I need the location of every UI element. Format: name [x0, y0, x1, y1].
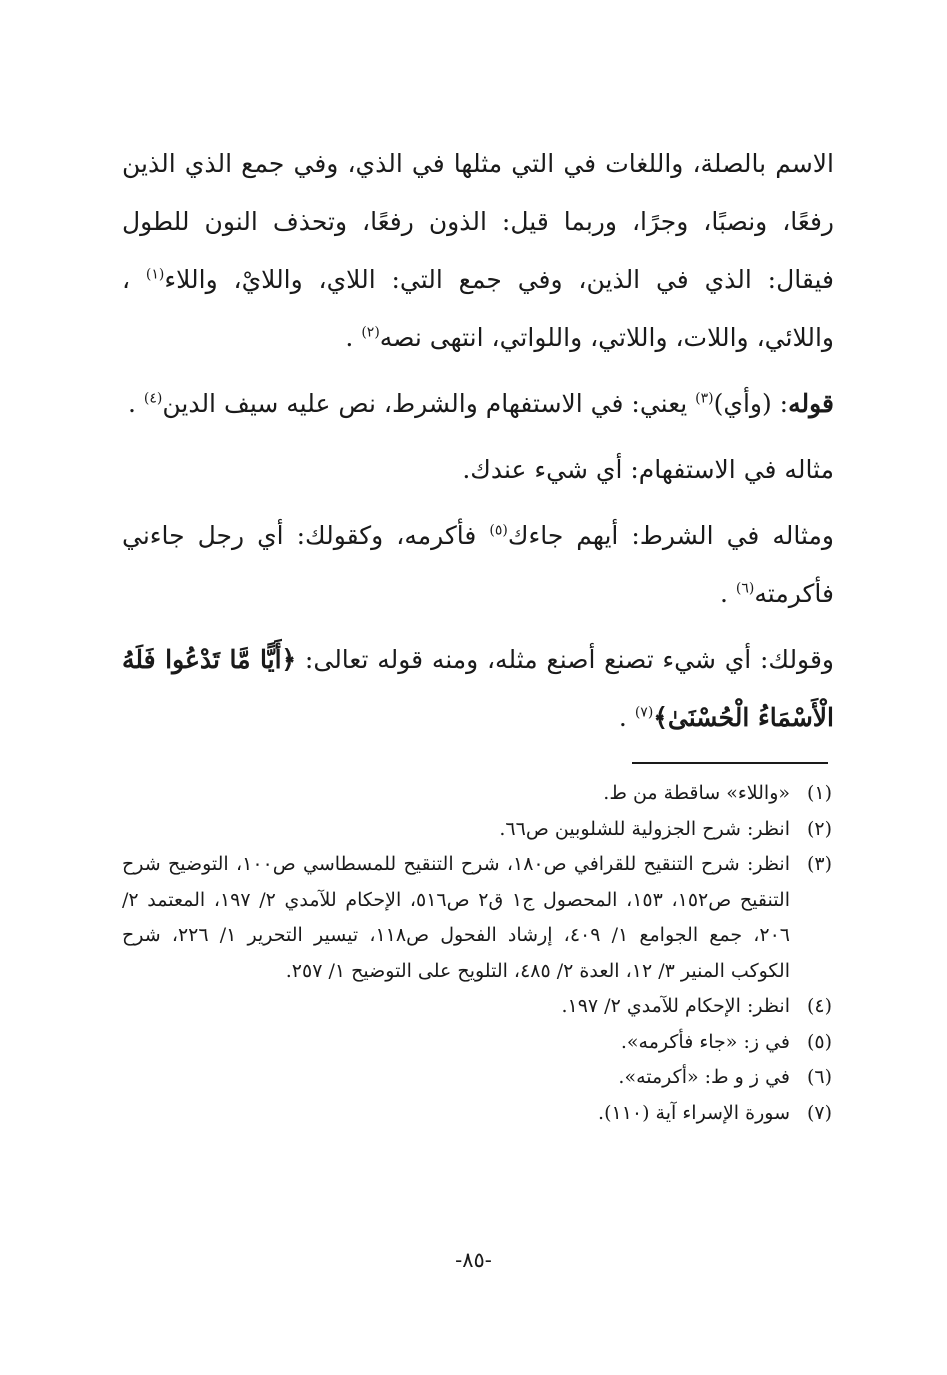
- footnote-ref-3[interactable]: (٣): [695, 390, 714, 407]
- main-text: [122, 135, 834, 755]
- footnote-number: (٦): [806, 1066, 832, 1088]
- footnote-1: [122, 776, 832, 812]
- footnote-2: [122, 812, 832, 848]
- paragraph-2: قوله: (وأي)$^{(٣)}$ يعني: في الاستفهام والشرط، نص عليه سيف الدين$^{(٤)}$ .: [127, 389, 834, 418]
- paragraph-3: مثاله في الاستفهام: أي شيء عندك.: [462, 455, 834, 484]
- footnote-number: (٢): [806, 817, 832, 840]
- footnote-text: انظر: الإحكام للآمدي ٢/ ١٩٧.: [561, 995, 790, 1017]
- footnote-text: في ز و ط: «أكرمته».: [618, 1066, 790, 1088]
- footnote-number: (١): [806, 782, 832, 804]
- footnote-text: «واللاء» ساقطة من ط.: [603, 782, 790, 804]
- page-number: -٨٥-: [455, 1248, 492, 1272]
- footnote-number: (٧): [806, 1101, 832, 1124]
- footnote-4: [122, 989, 832, 1025]
- footnote-ref-7[interactable]: (٧): [634, 704, 654, 721]
- footnote-ref-2[interactable]: (٢): [361, 324, 380, 341]
- footnote-ref-4[interactable]: (٤): [143, 390, 163, 407]
- qawluhu-lead: قوله: [788, 389, 834, 418]
- footnote-text: في ز: «جاء فأكرمه».: [620, 1030, 790, 1053]
- quran-verse: ﴿أَيًّا مَّا تَدْعُوا فَلَهُ الْأَسْمَاءُ الْحُسْنَىٰ﴾: [122, 645, 834, 732]
- footnote-6: [122, 1060, 832, 1096]
- footnote-number: (٥): [806, 1030, 832, 1053]
- footnote-text: انظر: شرح الجزولية للشلوبين ص٦٦.: [499, 817, 790, 840]
- footnote-7: [122, 1096, 832, 1132]
- footnote-number: (٤): [806, 995, 832, 1017]
- paragraph-5: وقولك: أي شيء تصنع أصنع مثله، ومنه قوله تعالى: ﴿أَيًّا مَّا تَدْعُوا فَلَهُ الْأَسْمَاءُ الْحُسْنَىٰ﴾$^{(٧)}$ .: [122, 645, 834, 732]
- footnote-ref-5[interactable]: (٥): [489, 522, 508, 539]
- footnote-number: (٣): [806, 853, 832, 875]
- footnote-separator: [632, 762, 828, 764]
- footnote-ref-6[interactable]: (٦): [735, 580, 755, 597]
- paragraph-4: ومثاله في الشرط: أيهم جاءك$^{(٥)}$ فأكرمه، وكقولك: أي رجل جاءني فأكرمته$^{(٦)}$ .: [122, 521, 835, 608]
- footnote-ref-1[interactable]: (١): [145, 266, 165, 283]
- footnote-5: [122, 1025, 832, 1061]
- paragraph-1: الاسم بالصلة، واللغات في التي مثلها في الذي، وفي جمع الذي الذين رفعًا، ونصبًا، وجرًا، وربما قيل: الذون رفعًا، وتحذف النون للطول فيقال: الذي في الذين، وفي جمع التي: اللاي، واللايْ، واللاء$^{(١)}$ ، واللائي، واللات، واللاتي، واللواتي، انتهى نصه$^{(٢)}$ .: [122, 149, 834, 352]
- footnotes: [122, 776, 832, 1131]
- footnote-text: سورة الإسراء آية (١١٠).: [598, 1101, 790, 1124]
- footnote-3: [122, 847, 832, 989]
- footnote-text: انظر: شرح التنقيح للقرافي ص١٨٠، شرح التنقيح للمسطاسي ص١٠٠، التوضيح شرح التنقيح ص١٥٢، ١٥٣، المحصول ج١ ق٢ ص٥١٦، الإحكام للآمدي ٢/ ١٩٧، المعتمد ٢/ ٢٠٦، جمع الجوامع ١/ ٤٠٩، إرشاد الفحول ص١١٨، تيسير التحرير ١/ ٢٢٦، شرح الكوكب المنير ٣/ ١٢، العدة ٢/ ٤٨٥، التلويح على التوضيح ١/ ٢٥٧.: [122, 853, 790, 982]
